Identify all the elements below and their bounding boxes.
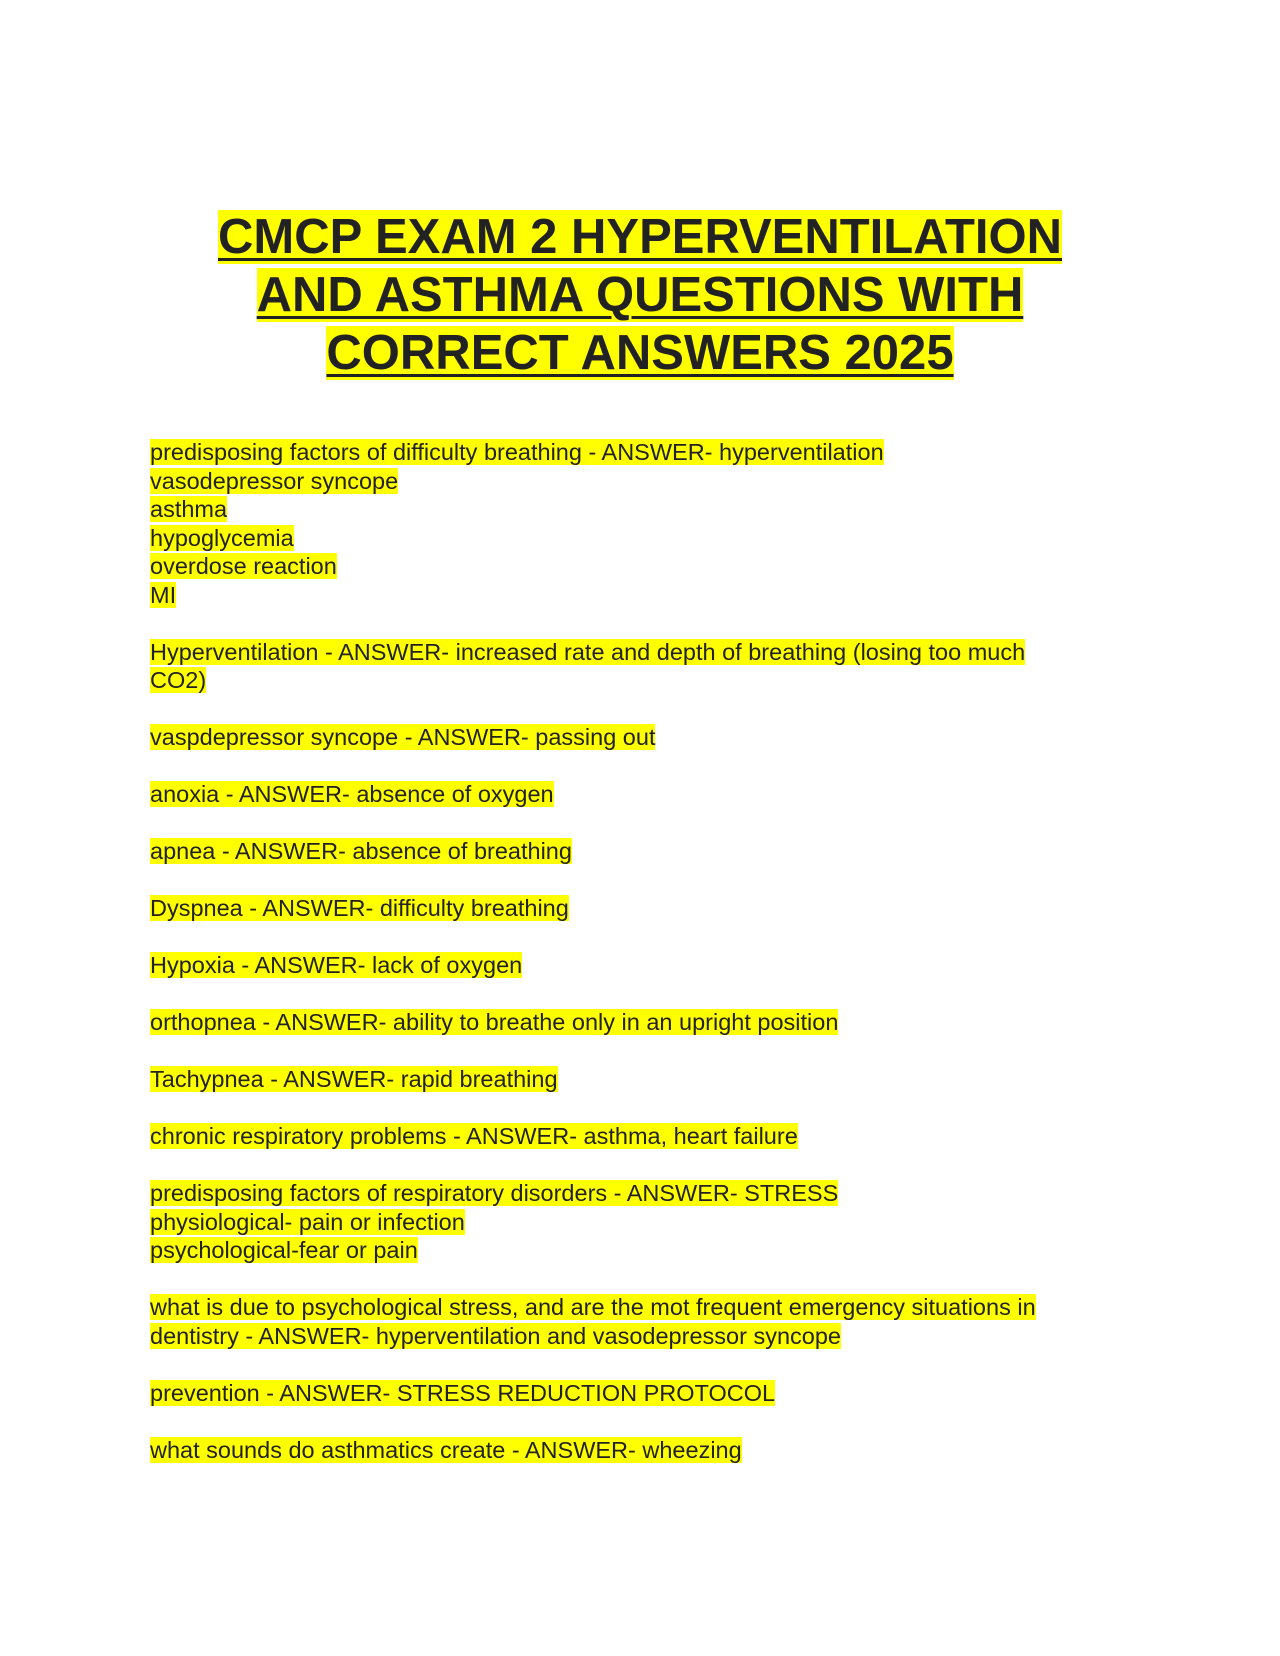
title-line: AND ASTHMA QUESTIONS WITH (256, 268, 1024, 322)
qa-entry (150, 780, 1150, 809)
qa-text-line: anoxia - ANSWER- absence of oxygen (150, 781, 554, 807)
qa-text-line: Hypoxia - ANSWER- lack of oxygen (150, 952, 523, 978)
qa-entry (150, 1065, 1150, 1094)
qa-entry (150, 1122, 1150, 1151)
qa-text-line: psychological-fear or pain (150, 1237, 418, 1263)
qa-text-line: overdose reaction (150, 553, 337, 579)
qa-entry (150, 638, 1150, 695)
qa-text-line: predisposing factors of difficulty breathing - ANSWER- hyperventilation (150, 439, 884, 465)
qa-text-line: orthopnea - ANSWER- ability to breathe only in an upright position (150, 1009, 839, 1035)
qa-list (150, 438, 1150, 1493)
qa-entry (150, 1008, 1150, 1037)
qa-text-line: dentistry - ANSWER- hyperventilation and vasodepressor syncope (150, 1322, 841, 1349)
qa-entry (150, 438, 1150, 609)
qa-entry (150, 1436, 1150, 1465)
qa-entry (150, 1379, 1150, 1408)
qa-text-line: MI (150, 581, 177, 608)
title-line: CMCP EXAM 2 HYPERVENTILATION (217, 210, 1062, 264)
qa-text-line: prevention - ANSWER- STRESS REDUCTION PROTOCOL (150, 1379, 776, 1406)
qa-text-line: asthma (150, 496, 228, 522)
qa-text-line: Tachypnea - ANSWER- rapid breathing (150, 1066, 558, 1092)
qa-text-line: Dyspnea - ANSWER- difficulty breathing (150, 895, 569, 921)
document-title (150, 208, 1130, 382)
qa-text-line: what sounds do asthmatics create - ANSWER- wheezing (150, 1436, 742, 1463)
qa-text-line: hypoglycemia (150, 524, 294, 551)
qa-entry (150, 1179, 1150, 1265)
qa-text-line: vasodepressor syncope (150, 467, 399, 494)
qa-text-line: physiological- pain or infection (150, 1208, 465, 1235)
qa-text-line: vaspdepressor syncope - ANSWER- passing out (150, 724, 656, 750)
qa-entry (150, 894, 1150, 923)
qa-text-line: chronic respiratory problems - ANSWER- asthma, heart failure (150, 1123, 798, 1149)
qa-entry (150, 1293, 1150, 1350)
qa-entry (150, 951, 1150, 980)
qa-entry (150, 837, 1150, 866)
qa-entry (150, 723, 1150, 752)
qa-text-line: predisposing factors of respiratory disorders - ANSWER- STRESS (150, 1180, 839, 1206)
qa-text-line: CO2) (150, 667, 207, 693)
qa-text-line: what is due to psychological stress, and are the mot frequent emergency situations in (150, 1294, 1036, 1320)
title-line: CORRECT ANSWERS 2025 (326, 326, 954, 380)
qa-text-line: Hyperventilation - ANSWER- increased rate and depth of breathing (losing too much (150, 638, 1026, 665)
qa-text-line: apnea - ANSWER- absence of breathing (150, 838, 572, 864)
